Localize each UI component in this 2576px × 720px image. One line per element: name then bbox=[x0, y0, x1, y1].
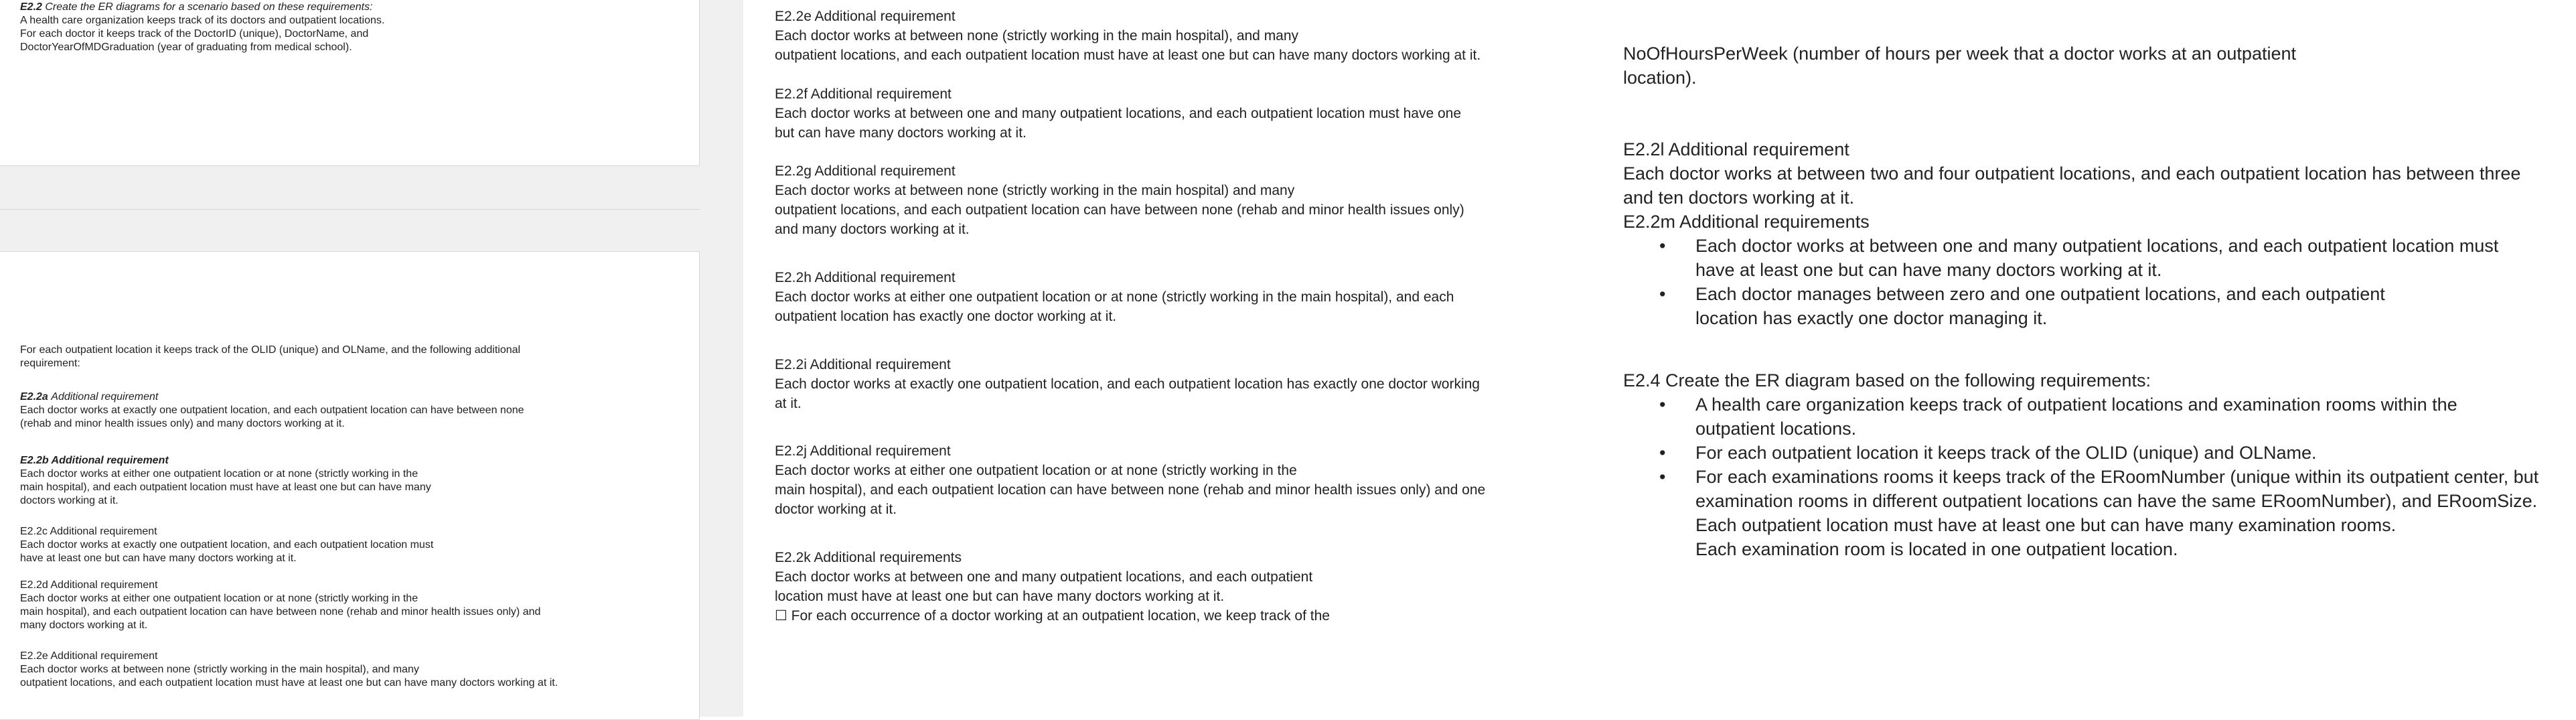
e22l-section bbox=[1623, 137, 2571, 210]
text-line: many doctors working at it. bbox=[20, 620, 148, 631]
text-line: • For each outpatient location it keeps track of the OLID (unique) and OLName. bbox=[1695, 443, 2317, 463]
text-line: (rehab and minor health issues only) and many doctors working at it. bbox=[20, 418, 345, 429]
text-line: Each outpatient location must have at least one but can have many examination rooms. bbox=[1695, 515, 2397, 535]
section-heading: E2.2f Additional requirement bbox=[775, 86, 952, 102]
e22c-section bbox=[20, 525, 690, 565]
text-line: location must have at least one but can have many doctors working at it. bbox=[775, 589, 1225, 604]
bullet-list bbox=[1623, 234, 2571, 330]
text-line: examination rooms in different outpatient locations can have the same ERoomNumber), and ERoomSize. bbox=[1695, 491, 2538, 511]
section-heading: E2.2a Additional requirement bbox=[20, 391, 159, 403]
e22h-section bbox=[775, 268, 1578, 326]
section-heading: E2.4 Create the ER diagram based on the following requirements: bbox=[1623, 370, 2151, 390]
text-line: location). bbox=[1623, 68, 1697, 88]
text-line: • A health care organization keeps track of outpatient locations and examination rooms within the bbox=[1695, 394, 2457, 415]
list-item bbox=[1623, 234, 2571, 282]
list-item bbox=[1623, 465, 2571, 561]
text-line: NoOfHoursPerWeek (number of hours per week that a doctor works at an outpatient bbox=[1623, 44, 2296, 64]
section-heading: E2.2g Additional requirement bbox=[775, 163, 956, 179]
e22i-section bbox=[775, 355, 1578, 413]
text-line: but can have many doctors working at it. bbox=[775, 125, 1027, 141]
section-heading: E2.2k Additional requirements bbox=[775, 550, 962, 565]
e22k-section bbox=[775, 548, 1578, 626]
text-line: Each doctor works at exactly one outpatient location, and each outpatient location must bbox=[20, 539, 434, 551]
text-line: Each doctor works at either one outpatient location or at none (strictly working in the main hospital), and each bbox=[775, 289, 1454, 305]
section-heading: E2.2e Additional requirement bbox=[20, 650, 158, 662]
text-line: Each doctor works at either one outpatient location or at none (strictly working in the bbox=[20, 593, 419, 604]
text-line: • Each doctor manages between zero and one outpatient locations, and each outpatient bbox=[1695, 284, 2385, 304]
left-document-view bbox=[0, 0, 743, 717]
text-line: For each outpatient location it keeps track of the OLID (unique) and OLName, and the following additional bbox=[20, 344, 521, 356]
section-heading: E2.2 Create the ER diagrams for a scenario based on these requirements: bbox=[20, 1, 373, 13]
text-line: ☐ For each occurrence of a doctor working at an outpatient location, we keep track of the bbox=[775, 608, 1330, 624]
section-heading: E2.2b Additional requirement bbox=[20, 455, 169, 466]
text-line: For each doctor it keeps track of the DoctorID (unique), DoctorName, and bbox=[20, 28, 369, 40]
text-line: requirement: bbox=[20, 358, 80, 369]
text-line: • For each examinations rooms it keeps track of the ERoomNumber (unique within its outpatient center, but bbox=[1695, 467, 2539, 487]
text-line: have at least one but can have many doctors working at it. bbox=[1695, 260, 2162, 280]
middle-document-view bbox=[743, 0, 1587, 717]
right-document-view bbox=[1587, 0, 2576, 717]
text-line: Each doctor works at exactly one outpatient location, and each outpatient location can have between none bbox=[20, 405, 524, 416]
e22-section bbox=[20, 1, 690, 54]
section-heading: E2.2m Additional requirements bbox=[1623, 212, 1870, 232]
text-line: doctors working at it. bbox=[20, 495, 119, 506]
section-heading: E2.2i Additional requirement bbox=[775, 357, 951, 372]
text-line: outpatient locations, and each outpatient location can have between none (rehab and minor health issues only) bbox=[775, 202, 1464, 218]
text-line: have at least one but can have many doctors working at it. bbox=[20, 553, 297, 564]
document-page bbox=[0, 0, 700, 166]
section-heading: E2.2h Additional requirement bbox=[775, 270, 956, 285]
text-line: main hospital), and each outpatient location must have at least one but can have many bbox=[20, 482, 431, 493]
text-line: Each doctor works at exactly one outpatient location, and each outpatient location has exactly one doctor working bbox=[775, 376, 1480, 392]
text-line: Each doctor works at between none (strictly working in the main hospital) and many bbox=[775, 183, 1295, 198]
section-heading: E2.2c Additional requirement bbox=[20, 526, 157, 537]
text-line: main hospital), and each outpatient location can have between none (rehab and minor health issues only) and one bbox=[775, 482, 1486, 498]
e22f-section bbox=[775, 84, 1578, 143]
text-line: location has exactly one doctor managing it. bbox=[1695, 308, 2048, 328]
list-item bbox=[1623, 441, 2571, 465]
text-line: Each doctor works at between none (strictly working in the main hospital), and many bbox=[775, 28, 1299, 44]
text-line: DoctorYearOfMDGraduation (year of graduating from medical school). bbox=[20, 42, 352, 53]
text-line: doctor working at it. bbox=[775, 502, 897, 517]
list-item bbox=[1623, 282, 2571, 330]
e22b-section bbox=[20, 454, 690, 508]
text-line: A health care organization keeps track of its doctors and outpatient locations. bbox=[20, 15, 385, 26]
section-heading: E2.2l Additional requirement bbox=[1623, 139, 1849, 159]
text-line: outpatient location has exactly one doctor working at it. bbox=[775, 309, 1117, 324]
text-line: and many doctors working at it. bbox=[775, 222, 970, 237]
e22e-section bbox=[775, 7, 1578, 65]
text-line: Each doctor works at between one and many outpatient locations, and each outpatient bbox=[775, 569, 1313, 585]
text-line: Each doctor works at either one outpatient location or at none (strictly working in the bbox=[20, 468, 419, 480]
text-line: Each doctor works at either one outpatient location or at none (strictly working in the bbox=[775, 463, 1297, 478]
text-line: Each doctor works at between two and four outpatient locations, and each outpatient location has between three bbox=[1623, 163, 2521, 184]
text-line: Each doctor works at between one and many outpatient locations, and each outpatient location must have one bbox=[775, 106, 1462, 121]
outpatient-intro bbox=[20, 344, 690, 370]
e22g-section bbox=[775, 161, 1578, 239]
hours-continuation bbox=[1623, 42, 2571, 90]
section-heading: E2.2d Additional requirement bbox=[20, 579, 158, 591]
text-line: Each doctor works at between none (strictly working in the main hospital), and many bbox=[20, 664, 419, 675]
text-line: • Each doctor works at between one and many outpatient locations, and each outpatient location must bbox=[1695, 236, 2499, 256]
e22e-section bbox=[20, 650, 690, 690]
e22m-section bbox=[1623, 210, 2571, 330]
page-divider bbox=[0, 209, 700, 210]
e22a-section bbox=[20, 390, 690, 431]
section-heading: E2.2e Additional requirement bbox=[775, 9, 956, 24]
text-line: and ten doctors working at it. bbox=[1623, 188, 1855, 208]
text-line: Each examination room is located in one outpatient location. bbox=[1695, 539, 2178, 559]
bullet-list bbox=[1623, 392, 2571, 561]
text-line: at it. bbox=[775, 396, 802, 411]
list-item bbox=[1623, 392, 2571, 441]
text-line: outpatient locations, and each outpatient location must have at least one but can have many doctors working at it. bbox=[20, 677, 558, 689]
text-line: outpatient locations, and each outpatient location must have at least one but can have many doctors working at it. bbox=[775, 48, 1481, 63]
text-line: main hospital), and each outpatient location can have between none (rehab and minor health issues only) and bbox=[20, 606, 541, 618]
e22j-section bbox=[775, 441, 1578, 519]
e22d-section bbox=[20, 579, 690, 632]
e24-section bbox=[1623, 368, 2571, 561]
section-heading: E2.2j Additional requirement bbox=[775, 443, 951, 459]
document-page bbox=[0, 251, 700, 720]
text-line: outpatient locations. bbox=[1695, 419, 1857, 439]
